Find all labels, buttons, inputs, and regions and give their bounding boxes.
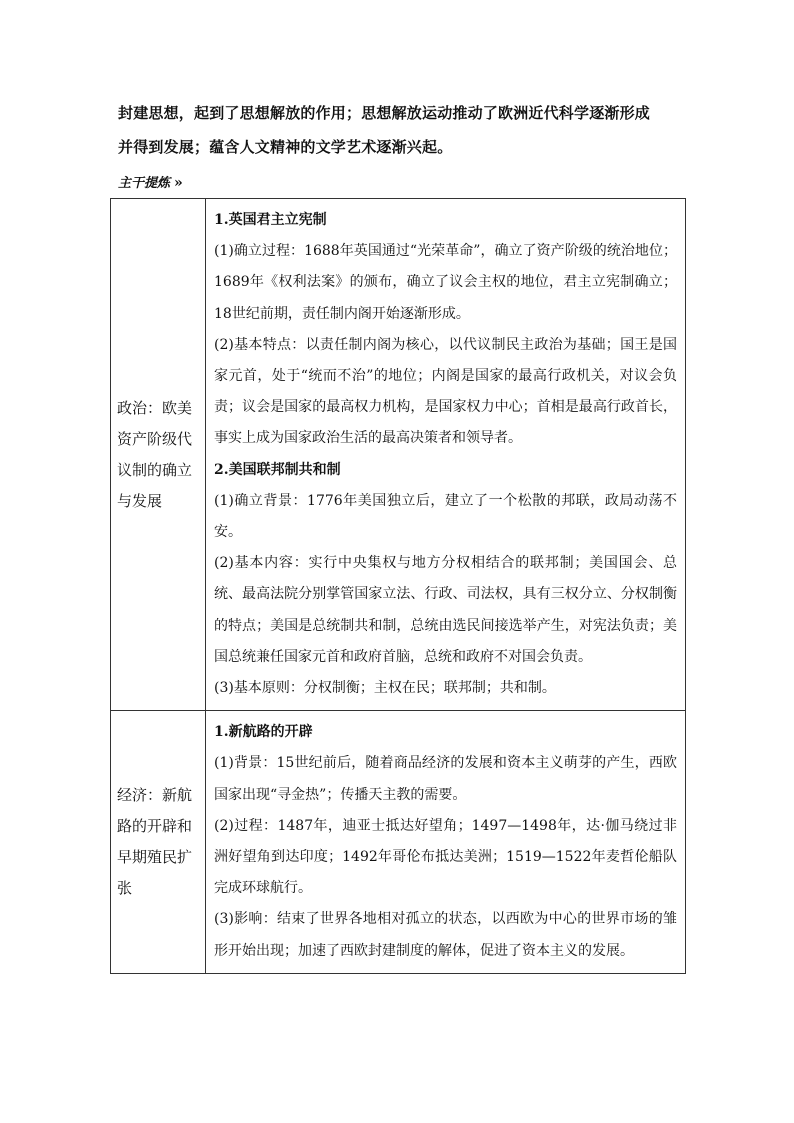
content-paragraph: (2)基本内容：实行中央集权与地方分权相结合的联邦制；美国国会、总统、最高法院分别掌管国家立法、行政、司法权，具有三权分立、分权制衡的特点；美国是总统制共和制，总统由选民间接选举产生，对宪法负责；美国总统兼任国家元首和政府首脑，总统和政府不对国会负责。 [214,555,677,665]
content-cell [206,199,686,711]
category-cell: 经济：新航路的开辟和早期殖民扩张 [111,711,206,974]
content-paragraph: (3)影响：结束了世界各地相对孤立的状态，以西欧为中心的世界市场的雏形开始出现；加速了西欧封建制度的解体，促进了资本主义的发展。 [214,911,677,959]
content-paragraph: (1)背景：15世纪前后，随着商品经济的发展和资本主义萌芽的产生，西欧国家出现“寻金热”；传播天主教的需要。 [214,755,677,803]
double-chevron-icon: » [174,175,183,191]
content-cell [206,711,686,974]
content-paragraph: (2)过程：1487年，迪亚士抵达好望角；1497—1498年，达·伽马绕过非洲好望角到达印度；1492年哥伦布抵达美洲；1519—1522年麦哲伦船队完成环球航行。 [214,817,677,897]
summary-table [110,198,686,974]
section-label-text: 主干提炼 [118,176,171,191]
content-paragraph: (3)基本原则：分权制衡；主权在民；联邦制；共和制。 [214,680,556,697]
intro-paragraph [118,96,688,164]
section-label [118,172,183,191]
content-paragraph: (1)确立背景：1776年美国独立后，建立了一个松散的邦联，政局动荡不安。 [214,492,677,541]
category-cell: 政治：欧美资产阶级代议制的确立与发展 [111,199,206,711]
table-row-economy [111,711,686,974]
section-heading: 1.英国君主立宪制 [214,212,327,228]
section-heading: 2.美国联邦制共和制 [214,461,341,478]
intro-line-1: 封建思想，起到了思想解放的作用；思想解放运动推动了欧洲近代科学逐渐形成 [118,104,651,122]
content-paragraph: (1)确立过程：1688年英国通过“光荣革命”，确立了资产阶级的统治地位；1689年《权利法案》的颁布，确立了议会主权的地位，君主立宪制确立；18世纪前期，责任制内阁开始逐渐形成。 [214,243,677,322]
content-paragraph: (2)基本特点：以责任制内阁为核心，以代议制民主政治为基础；国王是国家元首，处于“统而不治”的地位；内阁是国家的最高行政机关，对议会负责；议会是国家的最高权力机构，是国家权力中心；首相是最高行政首长，事实上成为国家政治生活的最高决策者和领导者。 [214,336,677,447]
section-heading: 1.新航路的开辟 [214,724,313,741]
table-row-politics [111,199,686,711]
intro-line-2: 并得到发展；蕴含人文精神的文学艺术逐渐兴起。 [118,138,453,156]
